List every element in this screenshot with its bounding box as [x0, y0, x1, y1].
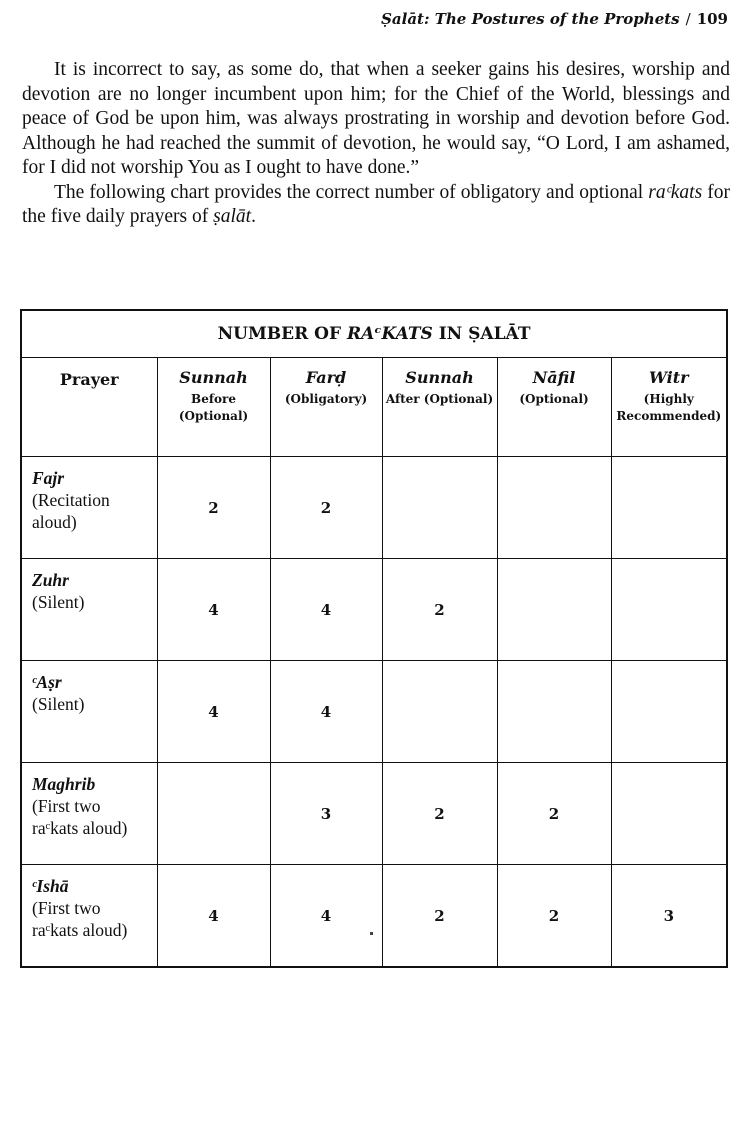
paragraph-text: The following chart provides the correct number of obligatory and optional: [54, 181, 649, 203]
rakat-count-cell: 2: [382, 763, 497, 865]
column-header-subtitle: (Obligatory): [284, 392, 368, 406]
column-header: [270, 358, 382, 457]
prayer-name: Fajr: [32, 468, 65, 488]
rakat-count-cell: [611, 559, 727, 661]
prayer-cell: [21, 559, 157, 661]
column-header-name: Witr: [648, 368, 689, 387]
rakat-count-cell: [382, 457, 497, 559]
table-row: [21, 457, 727, 559]
column-header-name: Sunnah: [179, 368, 248, 387]
rakat-count-cell: 4: [157, 865, 270, 968]
prayer-description: (Silent): [32, 694, 85, 714]
column-header-name: Sunnah: [405, 368, 474, 387]
table-row: [21, 661, 727, 763]
prayer-name: ᶜAṣr: [32, 672, 62, 692]
rakat-count-cell: [157, 763, 270, 865]
rakat-count-cell: 4: [157, 661, 270, 763]
rakat-count-cell: [611, 763, 727, 865]
chart-title-term: RAᶜKATS: [346, 324, 433, 344]
column-header: [157, 358, 270, 457]
rakat-count-cell: [611, 457, 727, 559]
rakat-count-cell: [497, 457, 611, 559]
rakat-count-cell: 2: [382, 559, 497, 661]
column-header: [611, 358, 727, 457]
prayer-cell: [21, 763, 157, 865]
column-header-subtitle: (Highly Recommended): [616, 392, 722, 423]
term-rakats: raᶜkats: [648, 181, 703, 203]
rakat-count-cell: [497, 661, 611, 763]
header-row: [21, 358, 727, 457]
prayer-description: (First two raᶜkats aloud): [32, 898, 128, 940]
column-header-name: Farḍ: [305, 368, 347, 387]
column-header-subtitle: Before (Optional): [178, 392, 249, 423]
rakat-count-cell: 2: [270, 457, 382, 559]
column-header-subtitle: (Optional): [519, 392, 589, 406]
running-head-title: Ṣalāt: The Postures of the Prophets: [381, 10, 680, 28]
rakats-chart: [20, 309, 728, 968]
table-row: [21, 559, 727, 661]
rakat-count-cell: 2: [497, 763, 611, 865]
column-header-prayer: Prayer: [21, 358, 157, 457]
prayer-cell: [21, 661, 157, 763]
rakat-count-cell: 4: [270, 559, 382, 661]
column-header: [382, 358, 497, 457]
chart-title-term: ṢALĀT: [468, 324, 531, 344]
prayer-description: (First two raᶜkats aloud): [32, 796, 128, 838]
paragraph-text: for the five daily prayers of: [22, 181, 730, 227]
table-row: [21, 865, 727, 968]
paragraph-text: .: [251, 206, 256, 227]
prayer-description: (Silent): [32, 592, 85, 612]
column-header: [497, 358, 611, 457]
table-row: [21, 763, 727, 865]
chart-title: [21, 310, 727, 358]
page-number: 109: [696, 10, 728, 28]
chart-title-text: IN: [432, 324, 469, 344]
prayer-name: Maghrib: [32, 774, 96, 794]
rakat-count-cell: [497, 559, 611, 661]
paragraph: It is incorrect to say, as some do, that when a seeker gains his desires, worship and devotion are no longer incumbent upon him; for the Chief of the World, blessings and peace of God be upon him, was always prostrating in worship and devotion before God. Although he had reached the summit of devotion, he would say, “O Lord, I am ashamed, for I did not worship You as I ought to have done.”: [22, 59, 730, 178]
rakat-count-cell: 4: [270, 661, 382, 763]
rakat-count-cell: 2: [382, 865, 497, 968]
running-head-separator: /: [685, 10, 691, 28]
column-header-name: Nāfil: [532, 368, 576, 387]
rakat-count-cell: 3: [270, 763, 382, 865]
rakat-count-cell: [382, 661, 497, 763]
rakat-count-cell: 4: [270, 865, 382, 968]
rakat-count-cell: 2: [157, 457, 270, 559]
prayer-name: Zuhr: [32, 570, 69, 590]
paragraph: [22, 181, 730, 230]
term-salat: ṣalāt: [213, 206, 252, 227]
body-text: [22, 58, 730, 230]
prayer-description: (Recitation aloud): [32, 490, 110, 532]
rakat-count-cell: [611, 661, 727, 763]
rakat-count-cell: 2: [497, 865, 611, 968]
column-header-subtitle: After (Optional): [385, 392, 494, 406]
prayer-cell: [21, 865, 157, 968]
running-head: [381, 10, 728, 28]
prayer-name: ᶜIshā: [32, 876, 69, 896]
rakat-count-cell: 3: [611, 865, 727, 968]
rakat-count-cell: 4: [157, 559, 270, 661]
print-speck: [370, 932, 373, 935]
chart-title-text: NUMBER OF: [217, 324, 347, 344]
prayer-cell: [21, 457, 157, 559]
